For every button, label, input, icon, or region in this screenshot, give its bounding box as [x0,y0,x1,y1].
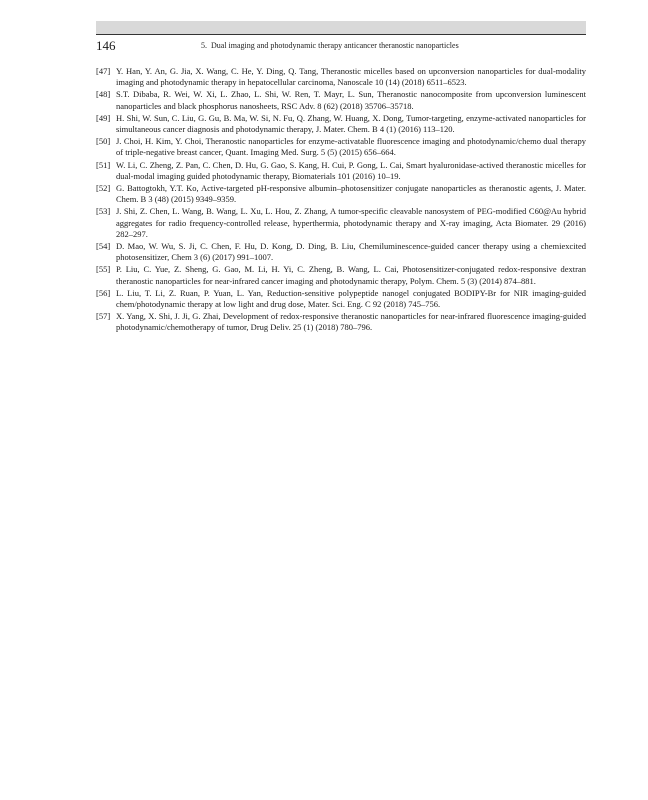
reference-item [96,264,586,286]
reference-item [96,66,586,88]
reference-number: [47] [96,66,111,76]
reference-number: [56] [96,287,111,298]
reference-text: W. Li, C. Zheng, Z. Pan, C. Chen, D. Hu, G. Gao, S. Kang, H. Cui, P. Gong, L. Cai, Smart hyaluronidase-actived theranostic micelles for dual-modal imaging guided photodynamic therapy, Biomaterials 101 (2016) 10–19. [116,159,586,181]
reference-item [96,113,586,135]
reference-item [96,89,586,111]
reference-item [96,160,586,182]
reference-number: [55] [96,264,111,275]
reference-text: P. Liu, C. Yue, Z. Sheng, G. Gao, M. Li, H. Yi, C. Zheng, B. Wang, L. Cai, Photosensitizer-conjugated redox-responsive dextran theranostic nanoparticles for near-infrared cancer imaging and photodynamic therapy, Polym. Chem. 5 (3) (2014) 874–881. [116,264,586,286]
reference-text: S.T. Dibaba, R. Wei, W. Xi, L. Zhao, L. Shi, W. Ren, T. Mayr, L. Sun, Theranostic nanocomposite from upconversion luminescent nanoparticles and black phosphorus nanosheets, RSC Adv. 8 (62) (2018) 35706–35718. [116,89,586,111]
reference-item [96,241,586,263]
reference-list [96,66,586,335]
reference-item [96,183,586,205]
reference-text: H. Shi, W. Sun, C. Liu, G. Gu, B. Ma, W. Si, N. Fu, Q. Zhang, W. Huang, X. Dong, Tumor-targeting, enzyme-activated nanoparticles for simultaneous cancer diagnosis and photodynamic therapy, J. Mater. Chem. B 4 (1) (2016) 113–120. [116,112,586,135]
reference-text: G. Battogtokh, Y.T. Ko, Active-targeted pH-responsive albumin–photosensitizer conjugate nanoparticles as theranostic agents, J. Mater. Chem. B 3 (48) (2015) 9349–9359. [116,183,586,205]
reference-number: [49] [96,112,111,123]
reference-text: X. Yang, X. Shi, J. Ji, G. Zhai, Development of redox-responsive theranostic nanoparticles for near-infrared fluorescence imaging-guided photodynamic/chemotherapy of tumor, Drug Deliv. 25 (1) (2018) 780–796. [116,311,586,333]
reference-number: [51] [96,159,111,170]
reference-item [96,311,586,333]
reference-item [96,136,586,158]
header-rule [96,34,586,35]
reference-number: [52] [96,183,111,194]
reference-item [96,288,586,310]
header-band [96,21,586,34]
reference-number: [48] [96,89,111,100]
reference-text: D. Mao, W. Wu, S. Ji, C. Chen, F. Hu, D. Kong, D. Ding, B. Liu, Chemiluminescence-guided cancer therapy using a chemiexcited photosensitizer, Chem 3 (6) (2017) 991–1007. [116,241,586,263]
reference-item [96,206,586,240]
reference-number: [54] [96,241,111,252]
reference-number: [53] [96,206,111,217]
page-number: 146 [96,38,116,53]
reference-number: [50] [96,136,111,147]
reference-text: J. Choi, H. Kim, Y. Choi, Theranostic nanoparticles for enzyme-activatable fluorescence imaging and photodynamic/chemo dual therapy of triple-negative breast cancer, Quant. Imaging Med. Surg. 5 (5) (2015) 656–664. [116,136,586,158]
reference-number: [57] [96,311,111,322]
reference-text: J. Shi, Z. Chen, L. Wang, B. Wang, L. Xu, L. Hou, Z. Zhang, A tumor-specific cleavable nanosystem of PEG-modified C60@Au hybrid aggregates for radio frequency-controlled release, hyperthermia, photodynamic therapy and X-ray imaging, Acta Biomater. 29 (2016) 282–297. [116,206,586,239]
reference-text: Y. Han, Y. An, G. Jia, X. Wang, C. He, Y. Ding, Q. Tang, Theranostic micelles based on upconversion nanoparticles for dual-modality imaging and photodynamic therapy in hepatocellular carcinoma, Nanoscale 10 (14) (2018) 6511–6523. [116,66,586,88]
reference-text: L. Liu, T. Li, Z. Ruan, P. Yuan, L. Yan, Reduction-sensitive polypeptide nanogel conjugated BODIPY-Br for NIR imaging-guided chem/photodynamic therapy at low light and drug dose, Mater. Sci. Eng. C 92 (2018) 745–756. [116,287,586,310]
running-title: 5. Dual imaging and photodynamic therapy anticancer theranostic nanoparticles [201,41,459,50]
